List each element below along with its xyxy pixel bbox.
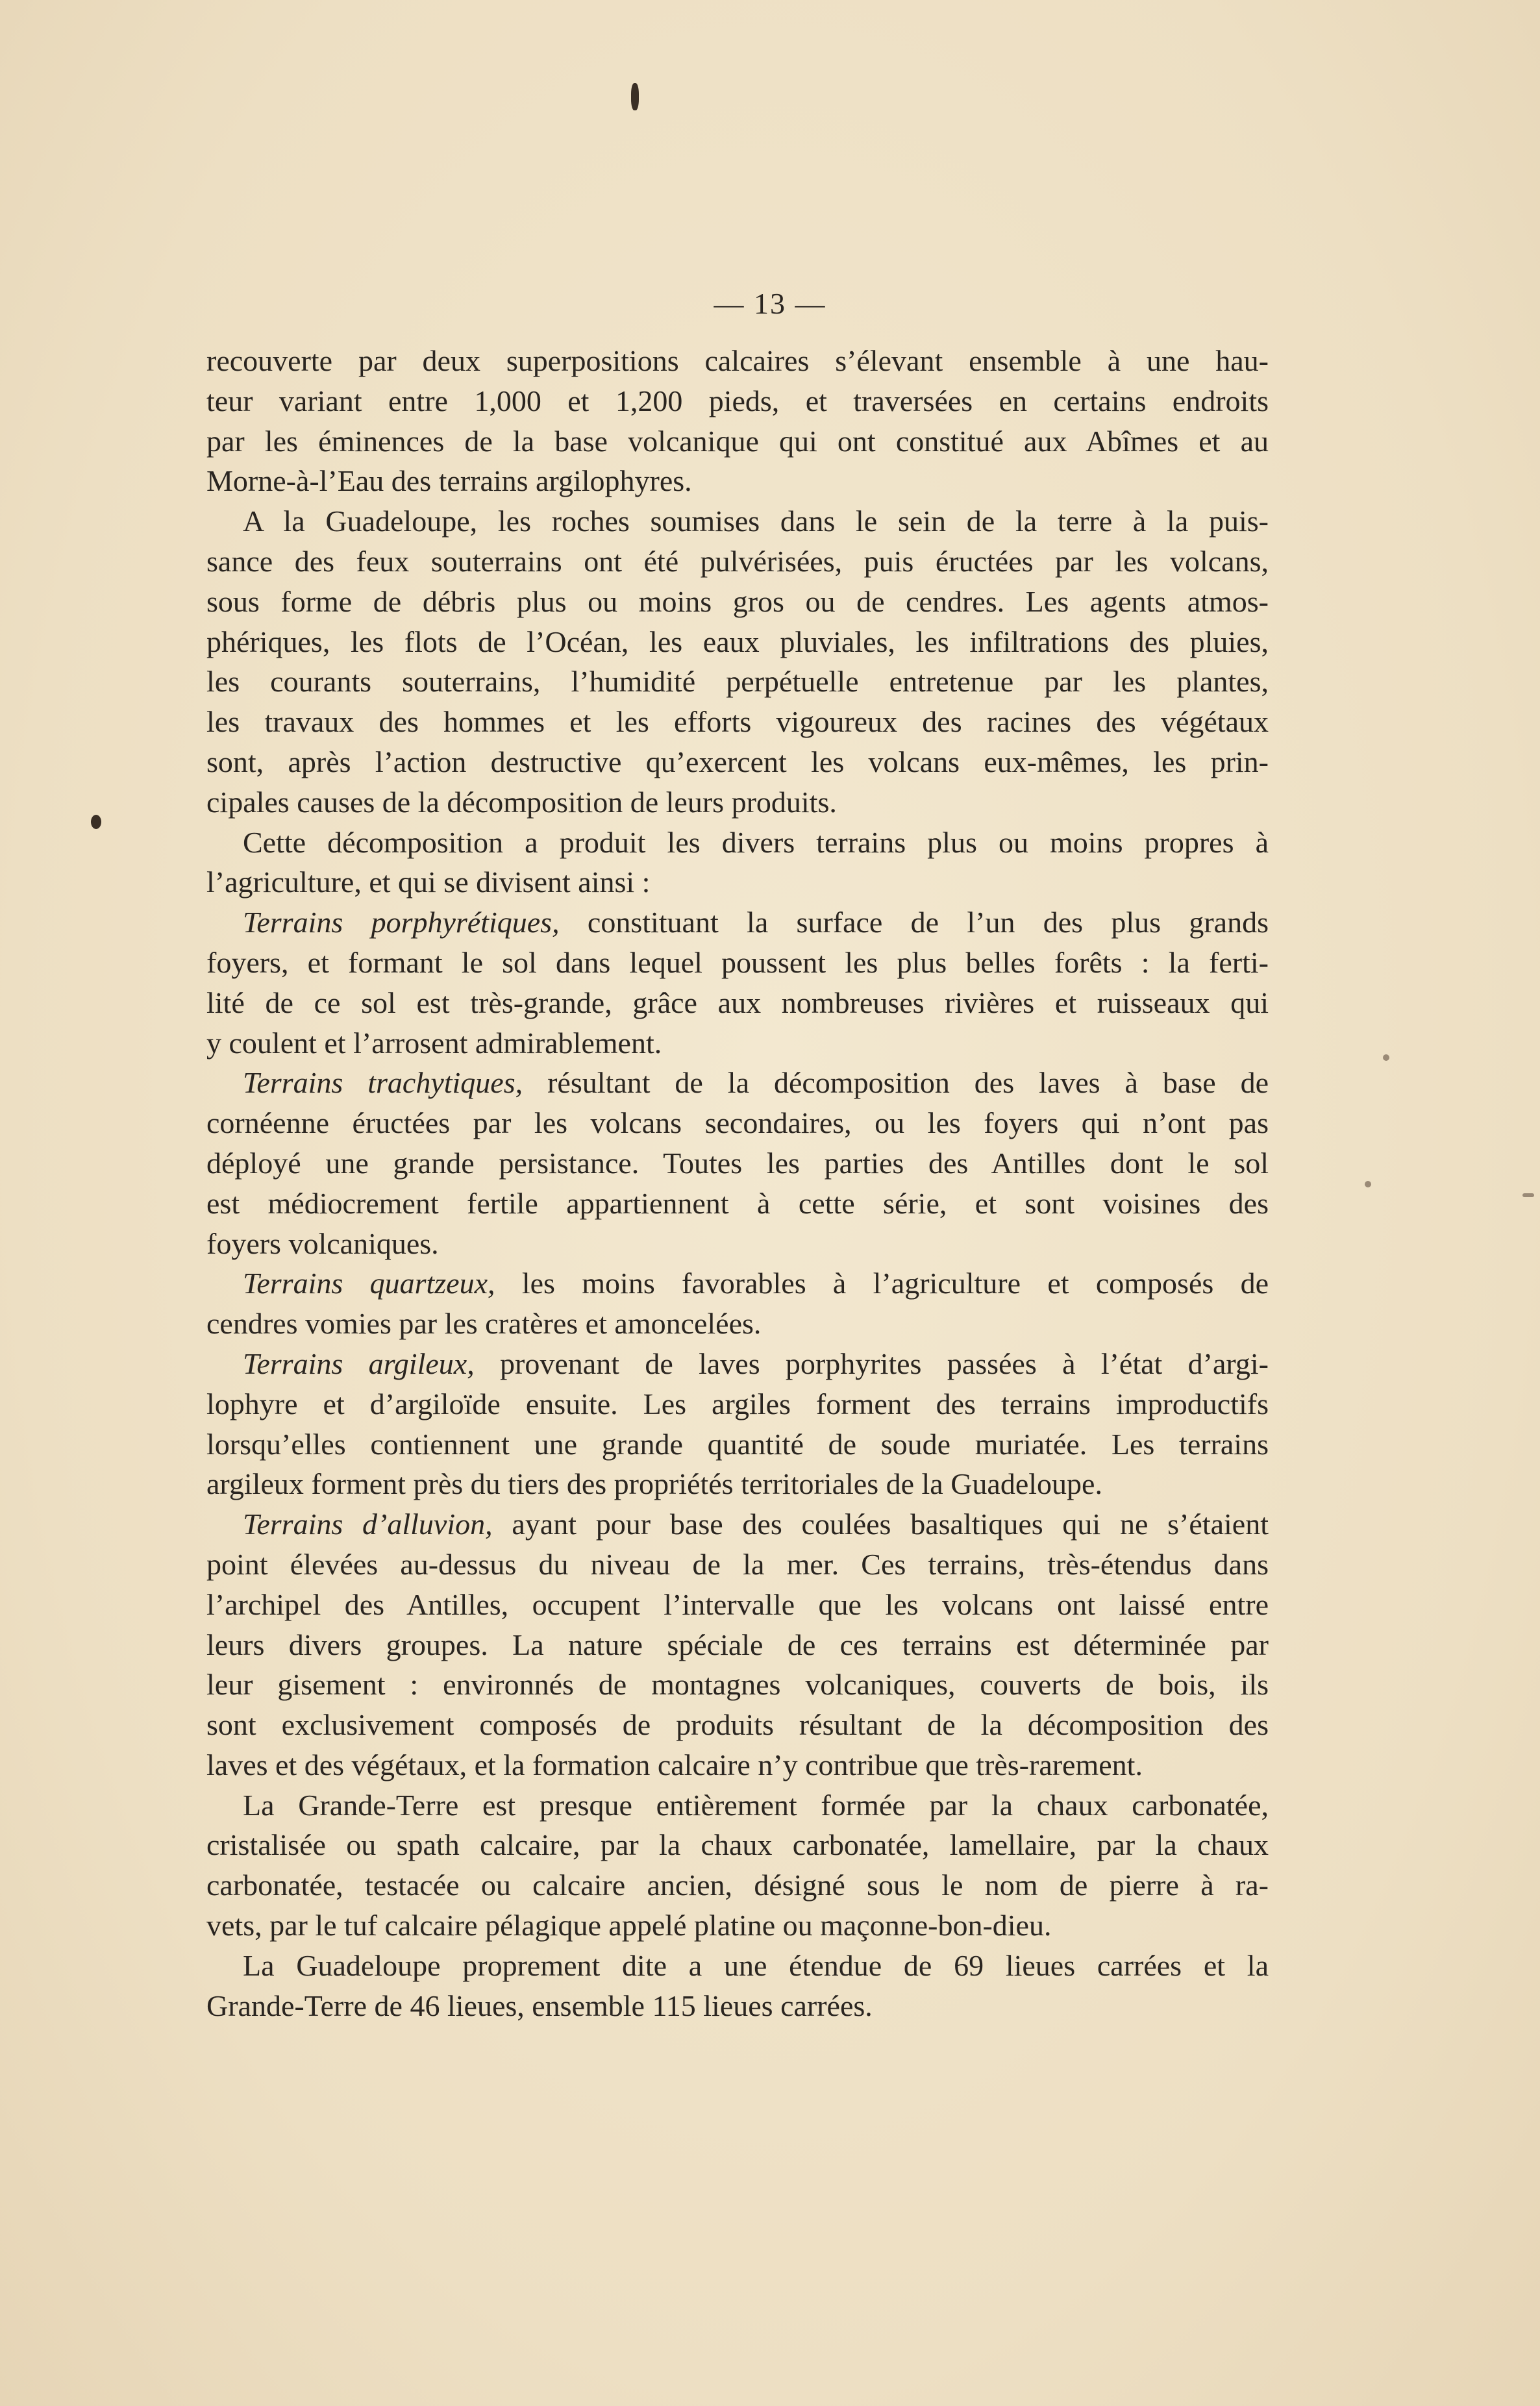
text-line: [206, 983, 1269, 1023]
text-line: [206, 823, 1269, 863]
text-line: [206, 902, 1269, 943]
text-line: [206, 421, 1269, 462]
line-text: cipales causes de la décomposition de leurs produits.: [206, 785, 837, 819]
text-line: [206, 1263, 1269, 1304]
line-text: les courants souterrains, l’humidité perpétuelle entretenue par les plantes,: [206, 665, 1269, 699]
body-text: [206, 341, 1269, 2026]
line-text: La Grande-Terre est presque entièrement formée par la chaux carbonatée,: [243, 1788, 1269, 1822]
text-line: [206, 341, 1269, 381]
ink-speck: [631, 83, 639, 110]
text-line: [206, 1224, 1269, 1264]
text-line: [206, 1143, 1269, 1184]
line-text: constituant la surface de l’un des plus grands: [559, 906, 1269, 939]
italic-term: Terrains porphyrétiques,: [243, 906, 560, 939]
line-text: déployé une grande persistance. Toutes les parties des Antilles dont le sol: [206, 1146, 1269, 1180]
line-text: provenant de laves porphyrites passées à l’état d’argi-: [474, 1346, 1269, 1380]
line-text: ayant pour base des coulées basaltiques qui ne s’étaient: [492, 1507, 1269, 1541]
italic-term: Terrains d’alluvion,: [243, 1507, 493, 1541]
line-text: vets, par le tuf calcaire pélagique appelé platine ou maçonne-bon-dieu.: [206, 1909, 1052, 1942]
text-line: [206, 1023, 1269, 1063]
text-line: [206, 1986, 1269, 2026]
line-text: les moins favorables à l’agriculture et composés de: [495, 1267, 1269, 1300]
italic-term: Terrains quartzeux,: [243, 1267, 495, 1300]
line-text: foyers, et formant le sol dans lequel poussent les plus belles forêts : la ferti-: [206, 945, 1269, 979]
line-text: les travaux des hommes et les efforts vigoureux des racines des végétaux: [206, 705, 1269, 739]
line-text: La Guadeloupe proprement dite a une étendue de 69 lieues carrées et la: [243, 1948, 1269, 1982]
text-line: [206, 702, 1269, 742]
text-line: [206, 1184, 1269, 1224]
text-line: [206, 1384, 1269, 1424]
line-text: résultant de la décomposition des laves à base de: [523, 1066, 1269, 1100]
text-line: [206, 862, 1269, 902]
line-text: A la Guadeloupe, les roches soumises dans le sein de la terre à la puis-: [243, 504, 1269, 538]
line-text: l’agriculture, et qui se divisent ainsi :: [206, 865, 651, 899]
line-text: l’archipel des Antilles, occupent l’intervalle que les volcans ont laissé entre: [206, 1587, 1269, 1621]
text-line: [206, 1544, 1269, 1585]
text-line: [206, 501, 1269, 541]
line-text: argileux forment près du tiers des propriétés territoriales de la Guadeloupe.: [206, 1467, 1102, 1501]
line-text: est médiocrement fertile appartiennent à cette série, et sont voisines des: [206, 1186, 1269, 1220]
margin-dot: [1522, 1193, 1534, 1197]
line-text: point élevées au-dessus du niveau de la mer. Ces terrains, très-étendus dans: [206, 1547, 1269, 1581]
line-text: cendres vomies par les cratères et amoncelées.: [206, 1307, 762, 1341]
text-line: [206, 381, 1269, 421]
line-text: cristalisée ou spath calcaire, par la chaux carbonatée, lamellaire, par la chaux: [206, 1828, 1269, 1862]
text-line: [206, 1865, 1269, 1905]
text-line: [206, 541, 1269, 582]
line-text: recouverte par deux superpositions calcaires s’élevant ensemble à une hau-: [206, 344, 1269, 377]
text-line: [206, 1304, 1269, 1344]
line-text: Morne-à-l’Eau des terrains argilophyres.: [206, 464, 692, 498]
text-line: [206, 1705, 1269, 1745]
text-line: [206, 1825, 1269, 1865]
line-text: lorsqu’elles contiennent une grande quantité de soude muriatée. Les terrains: [206, 1427, 1269, 1461]
ink-speck: [91, 815, 101, 829]
text-line: [206, 1464, 1269, 1504]
text-line: [206, 943, 1269, 983]
text-line: [206, 782, 1269, 823]
text-line: [206, 622, 1269, 662]
line-text: carbonatée, testacée ou calcaire ancien, désigné sous le nom de pierre à ra-: [206, 1868, 1269, 1902]
margin-dot: [1365, 1181, 1371, 1187]
line-text: foyers volcaniques.: [206, 1226, 439, 1260]
line-text: lité de ce sol est très-grande, grâce aux nombreuses rivières et ruisseaux qui: [206, 986, 1269, 1019]
text-line: [206, 742, 1269, 782]
line-text: sont exclusivement composés de produits résultant de la décomposition des: [206, 1708, 1269, 1742]
line-text: phériques, les flots de l’Océan, les eaux pluviales, les infiltrations des pluies,: [206, 625, 1269, 658]
line-text: laves et des végétaux, et la formation calcaire n’y contribue que très-rarement.: [206, 1748, 1143, 1781]
text-line: [206, 1103, 1269, 1143]
text-line: [206, 1745, 1269, 1785]
text-line: [206, 662, 1269, 702]
line-text: lophyre et d’argiloïde ensuite. Les argiles forment des terrains improductifs: [206, 1387, 1269, 1420]
text-line: [206, 1946, 1269, 1986]
text-line: [206, 461, 1269, 501]
italic-term: Terrains trachytiques,: [243, 1066, 523, 1100]
text-line: [206, 582, 1269, 622]
text-line: [206, 1625, 1269, 1665]
line-text: leur gisement : environnés de montagnes volcaniques, couverts de bois, ils: [206, 1668, 1269, 1702]
line-text: Cette décomposition a produit les divers terrains plus ou moins propres à: [243, 825, 1269, 859]
text-line: [206, 1665, 1269, 1705]
text-line: [206, 1344, 1269, 1384]
text-line: [206, 1785, 1269, 1826]
text-line: [206, 1905, 1269, 1946]
line-text: sont, après l’action destructive qu’exercent les volcans eux-mêmes, les prin-: [206, 745, 1269, 778]
line-text: par les éminences de la base volcanique qui ont constitué aux Abîmes et au: [206, 424, 1269, 458]
line-text: Grande-Terre de 46 lieues, ensemble 115 lieues carrées.: [206, 1989, 873, 2022]
italic-term: Terrains argileux,: [243, 1346, 475, 1380]
line-text: sous forme de débris plus ou moins gros ou de cendres. Les agents atmos-: [206, 584, 1269, 618]
line-text: leurs divers groupes. La nature spéciale de ces terrains est déterminée par: [206, 1628, 1269, 1661]
text-line: [206, 1424, 1269, 1465]
page-number: — 13 —: [714, 287, 826, 320]
text-line: [206, 1585, 1269, 1625]
line-text: y coulent et l’arrosent admirablement.: [206, 1026, 662, 1060]
text-line: [206, 1063, 1269, 1103]
line-text: sance des feux souterrains ont été pulvérisées, puis éructées par les volcans,: [206, 544, 1269, 578]
text-line: [206, 1504, 1269, 1544]
line-text: teur variant entre 1,000 et 1,200 pieds, et traversées en certains endroits: [206, 384, 1269, 417]
line-text: cornéenne éructées par les volcans secondaires, ou les foyers qui n’ont pas: [206, 1106, 1269, 1140]
margin-dot: [1383, 1054, 1389, 1061]
